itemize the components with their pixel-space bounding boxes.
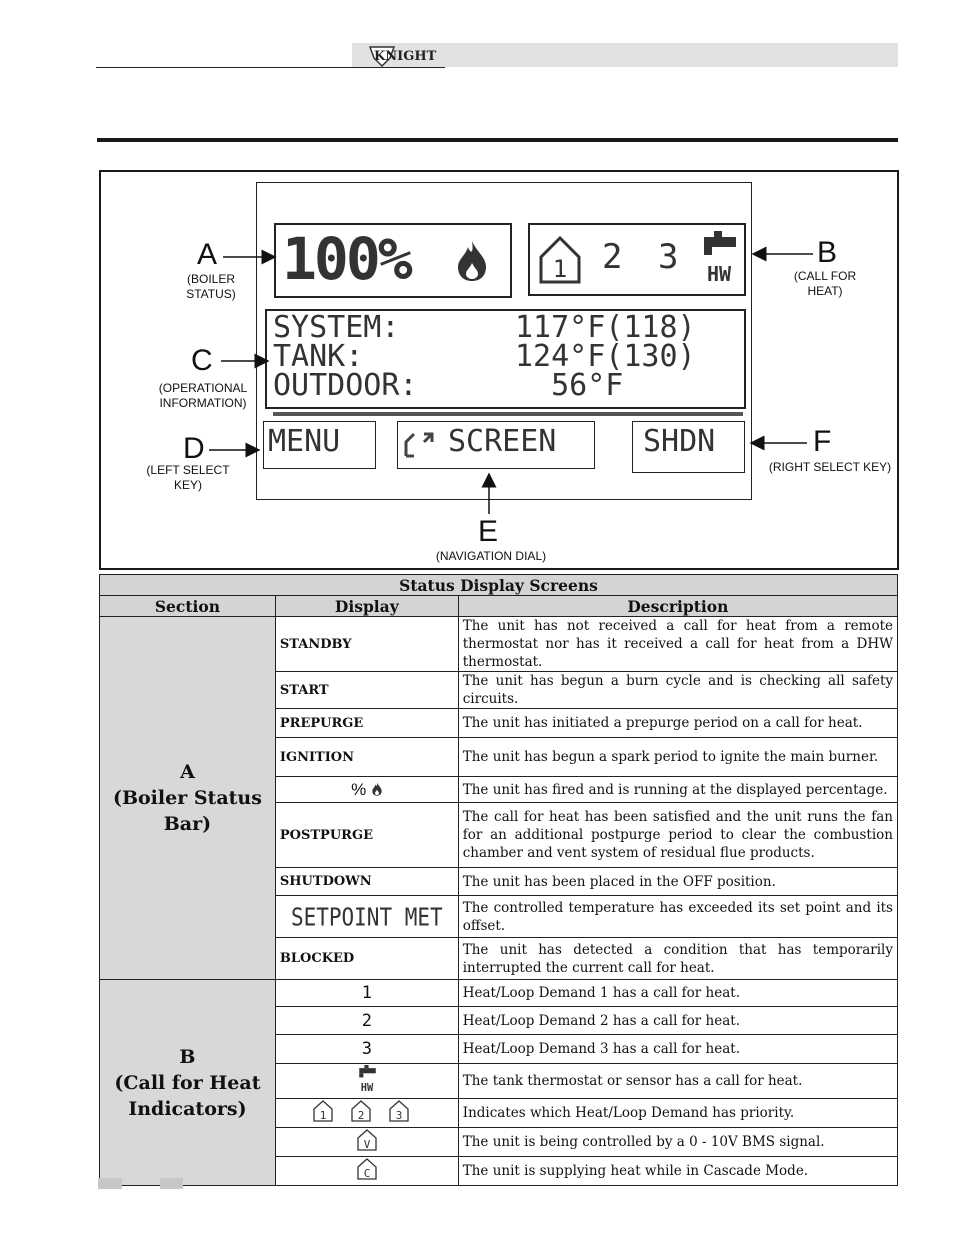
- display-prepurge: PREPURGE: [275, 709, 458, 738]
- info-label-system: SYSTEM:: [273, 310, 400, 345]
- callout-e-letter: E: [478, 515, 499, 548]
- percent-symbol: %: [351, 779, 367, 799]
- callout-d-caption: (LEFT SELECT KEY): [146, 463, 230, 492]
- section-a-title-1: (Boiler Status: [112, 787, 262, 809]
- bms-house-icon: [356, 1129, 378, 1151]
- svg-text:HW: HW: [360, 1081, 374, 1094]
- svg-text:2: 2: [357, 1109, 365, 1122]
- callout-f-letter: F: [813, 425, 832, 458]
- cascade-house-icon: [356, 1158, 378, 1180]
- footer-tab-right: [160, 1178, 183, 1189]
- status-display-table: [99, 574, 898, 1186]
- desc-priority: Indicates which Heat/Loop Demand has priority.: [458, 1099, 897, 1128]
- desc-firing: The unit has fired and is running at the displayed percentage.: [458, 777, 897, 803]
- section-b-cell: [100, 980, 276, 1186]
- display-ignition: IGNITION: [275, 738, 458, 777]
- hot-water-tap-icon: [355, 1064, 379, 1094]
- call-indicator-3: 3: [658, 237, 679, 277]
- callout-c-caption: (OPERATIONAL INFORMATION): [158, 381, 248, 410]
- desc-hot-water: The tank thermostat or sensor has a call for heat.: [458, 1064, 897, 1099]
- section-b-title-1: (Call for Heat: [114, 1071, 261, 1094]
- callout-d-letter: D: [183, 432, 205, 465]
- desc-setpoint-met: The controlled temperature has exceeded its set point and its offset.: [458, 896, 897, 938]
- knight-logo: [366, 44, 456, 68]
- callout-c-letter: C: [191, 344, 213, 377]
- boiler-status-value: 100%: [282, 225, 410, 293]
- desc-blocked: The unit has detected a condition that has temporarily interrupted the current call for heat.: [458, 938, 897, 980]
- header-section: Section: [100, 596, 276, 617]
- call-indicator-2: 2: [602, 237, 623, 277]
- display-hot-water: [275, 1064, 458, 1099]
- display-start: START: [275, 672, 458, 709]
- display-shutdown: SHUTDOWN: [275, 868, 458, 896]
- right-key-label: SHDN: [643, 424, 716, 459]
- left-key-label: MENU: [268, 424, 341, 459]
- desc-bms: The unit is being controlled by a 0 - 10V BMS signal.: [458, 1128, 897, 1157]
- svg-text:1: 1: [319, 1109, 327, 1122]
- priority-house-icons: [312, 1100, 422, 1122]
- desc-start: The unit has begun a burn cycle and is checking all safety circuits.: [458, 672, 897, 709]
- desc-demand-1: Heat/Loop Demand 1 has a call for heat.: [458, 980, 897, 1007]
- section-b-title-2: Indicators): [128, 1097, 247, 1120]
- house-3-icon: [390, 1101, 408, 1122]
- info-value-system: 117°F(118): [515, 310, 696, 345]
- callout-e-caption: (NAVIGATION DIAL): [435, 549, 547, 563]
- display-demand-3: 3: [275, 1035, 458, 1064]
- display-demand-2: 2: [275, 1007, 458, 1035]
- header-description: Description: [458, 596, 897, 617]
- callout-a-letter: A: [197, 238, 218, 271]
- display-priority-houses: [275, 1099, 458, 1128]
- section-b-letter: B: [179, 1045, 196, 1068]
- section-rule: [97, 138, 898, 142]
- flame-icon: [371, 781, 383, 797]
- info-label-tank: TANK:: [273, 339, 364, 374]
- header-display: Display: [275, 596, 458, 617]
- desc-demand-2: Heat/Loop Demand 2 has a call for heat.: [458, 1007, 897, 1035]
- display-bms: [275, 1128, 458, 1157]
- control-display-figure: [99, 170, 899, 570]
- desc-cascade: The unit is supplying heat while in Cascade Mode.: [458, 1157, 897, 1186]
- callout-a-caption: (BOILER STATUS): [186, 272, 236, 301]
- display-cascade: [275, 1157, 458, 1186]
- svg-text:KNIGHT: KNIGHT: [374, 49, 437, 64]
- callout-f-caption: (RIGHT SELECT KEY): [768, 460, 892, 474]
- display-percent-flame: [275, 777, 458, 803]
- svg-text:3: 3: [395, 1109, 403, 1122]
- section-a-cell: [100, 617, 276, 980]
- table-title: Status Display Screens: [100, 575, 898, 596]
- display-demand-1: 1: [275, 980, 458, 1007]
- info-label-outdoor: OUTDOOR:: [273, 368, 418, 403]
- desc-demand-3: Heat/Loop Demand 3 has a call for heat.: [458, 1035, 897, 1064]
- display-standby: STANDBY: [275, 617, 458, 672]
- desc-prepurge: The unit has initiated a prepurge period on a call for heat.: [458, 709, 897, 738]
- info-value-outdoor: 56°F: [515, 368, 624, 403]
- svg-text:V: V: [363, 1138, 371, 1151]
- desc-ignition: The unit has begun a spark period to ignite the main burner.: [458, 738, 897, 777]
- section-a-letter: A: [180, 761, 195, 783]
- svg-text:HW: HW: [706, 262, 732, 286]
- display-setpoint-met: SETPOINT MET: [275, 891, 458, 941]
- display-blocked: BLOCKED: [275, 938, 458, 980]
- section-a-title-2: Bar): [163, 813, 212, 835]
- display-postpurge: POSTPURGE: [275, 803, 458, 868]
- footer-tab-left: [98, 1178, 122, 1189]
- callout-b-letter: B: [817, 236, 838, 269]
- desc-standby: The unit has not received a call for heat from a remote thermostat nor has it received a call for heat from a DHW thermostat.: [458, 617, 897, 672]
- info-value-tank: 124°F(130): [515, 339, 696, 374]
- callout-b-caption: (CALL FOR HEAT): [793, 269, 857, 298]
- house-1-icon: [314, 1101, 332, 1122]
- center-key-label: SCREEN: [448, 424, 557, 459]
- svg-text:C: C: [363, 1167, 371, 1180]
- desc-shutdown: The unit has been placed in the OFF position.: [458, 868, 897, 896]
- house-2-icon: [352, 1101, 370, 1122]
- svg-text:1: 1: [552, 255, 568, 283]
- callout-arrows: [101, 172, 897, 568]
- desc-postpurge: The call for heat has been satisfied and the unit runs the fan for an additional postpurge period to clear the combustion chamber and vent system of residual flue products.: [458, 803, 897, 868]
